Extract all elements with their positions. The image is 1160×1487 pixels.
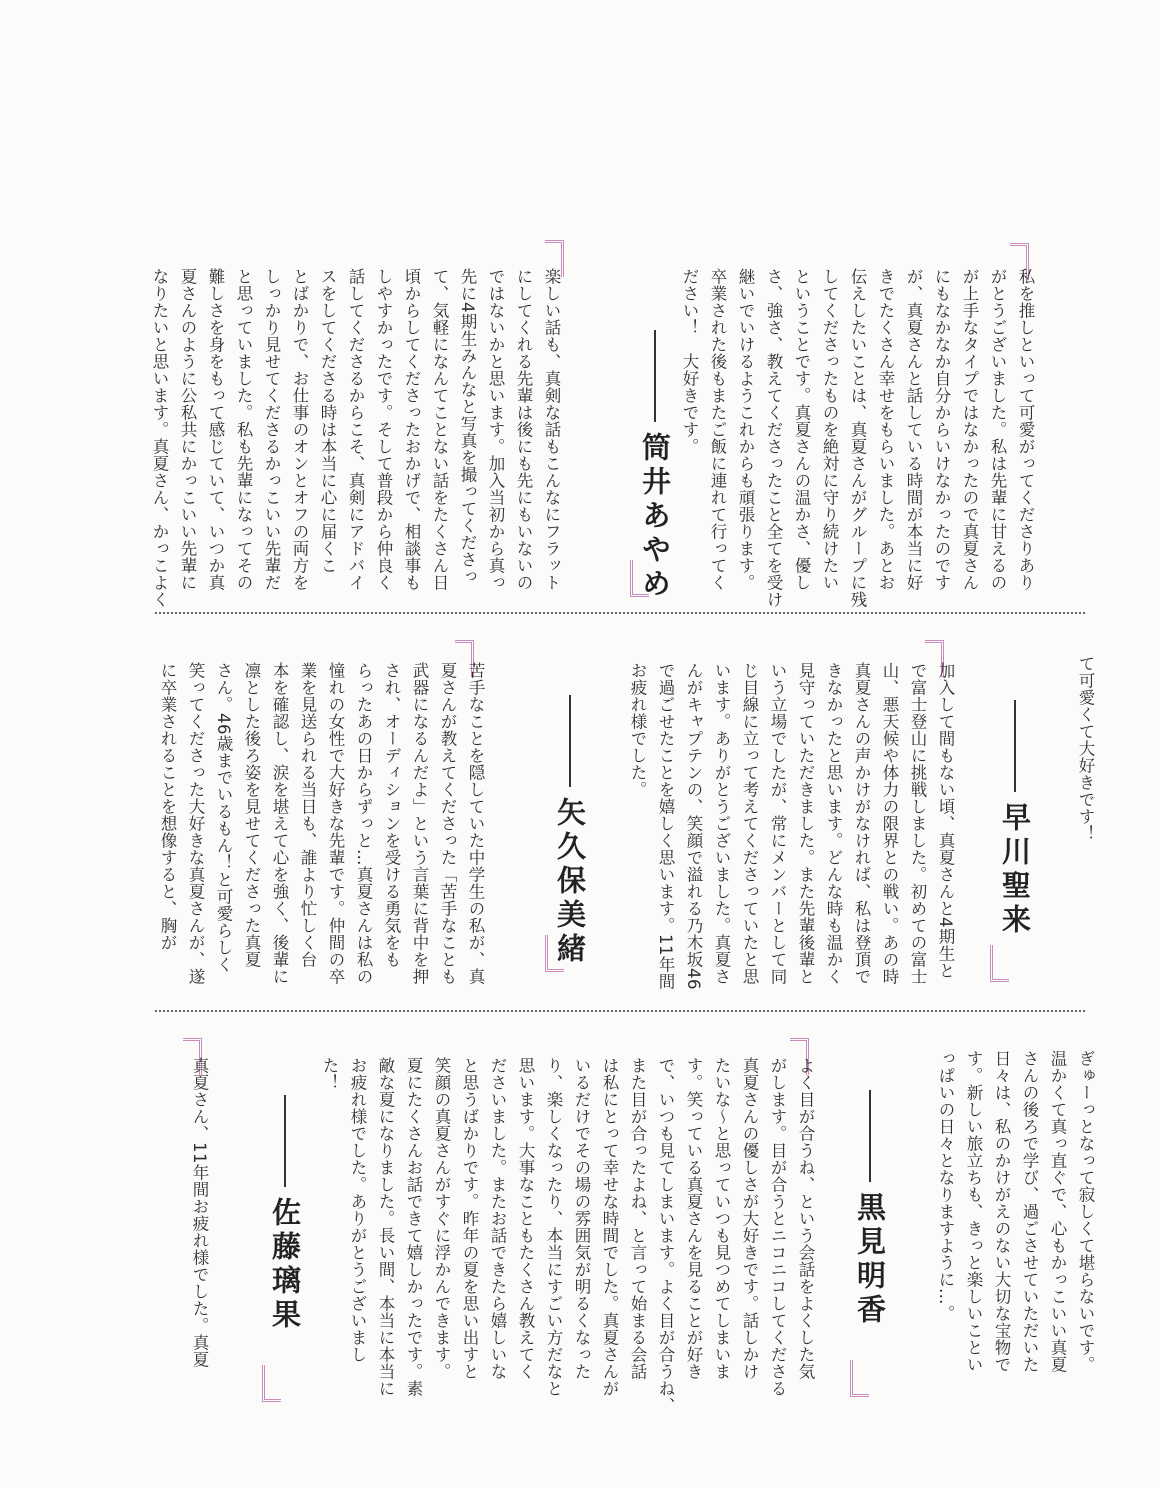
text-line: す。新しい旅立ちも、きっと楽しいことい xyxy=(964,1050,983,1373)
text-line: らったあの日からずっと…真夏さんは私の xyxy=(354,662,373,985)
text-line: 夏さんが教えてくださった「苦手なことも xyxy=(438,662,457,985)
text-line: す。笑っている真夏さんを見ることが好き xyxy=(684,1057,703,1380)
text-line: なりたいと思います。真夏さん、かっこよく xyxy=(150,268,169,608)
text-line: た！ xyxy=(320,1057,339,1091)
text-line: 苦手なことを隠していた中学生の私が、真 xyxy=(466,662,485,985)
text-line: 伝えしたいことは、真夏さんがグループに残 xyxy=(848,268,867,608)
text-line: 頃からしてくださったおかげで、相談事も xyxy=(402,268,421,591)
text-line: が上手なタイプではなかったので真夏さん xyxy=(960,268,979,591)
text-line: 楽しい話も、真剣な話もこんなにフラット xyxy=(542,268,561,591)
text-line: て、気軽になんてことない話をたくさん日 xyxy=(430,268,449,591)
text-line: 武器になるんだよ」という言葉に背中を押 xyxy=(410,662,429,985)
text-line: と思っていました。私も先輩になってその xyxy=(234,268,253,591)
text-line: にしてくれる先輩は後にも先にもいないの xyxy=(514,268,533,591)
dash-line xyxy=(569,695,571,787)
text-line: が、真夏さんと話している時間が本当に好 xyxy=(904,268,923,591)
text-line: で、いつも見てしまいます。よく目が合うね、 xyxy=(656,1057,675,1414)
message-tsutsui xyxy=(675,268,1039,608)
text-line: は私にとって幸せな時間でした。真夏さんが xyxy=(600,1057,619,1397)
text-line: 卒業された後もまたご飯に連れて行ってく xyxy=(708,268,727,591)
author-name: 佐藤璃果 xyxy=(268,1197,302,1333)
close-bracket-icon xyxy=(262,1365,281,1402)
author-name-hayakawa xyxy=(998,700,1032,938)
message-next xyxy=(185,1057,213,1402)
dotted-divider xyxy=(155,612,1085,614)
text-line: きなかったと思います。どんな時も温かく xyxy=(824,662,843,985)
text-line: で過ごせたことを嬉しく思います。11年間 xyxy=(656,662,675,990)
text-line: と思うばかりです。昨年の夏を思い出すと xyxy=(460,1057,479,1380)
text-line: 日々は、私のかけがえのない大切な宝物で xyxy=(992,1050,1011,1373)
message-kuromi-part2 xyxy=(931,1050,1099,1390)
author-name-kuromi xyxy=(853,1090,887,1328)
message-hayakawa-part1 xyxy=(145,268,565,608)
text-line: いう立場でしたが、常にメンバーとして同 xyxy=(768,662,787,985)
text-line: 真夏さん、11年間お疲れ様でした。真夏 xyxy=(190,1057,209,1368)
author-name: 黒見明香 xyxy=(853,1192,887,1328)
text-line: 見守っていただきました。また先輩後輩と xyxy=(796,662,815,985)
message-kuromi-part1 xyxy=(153,662,489,1002)
text-line: がとうございました。私は先輩に甘えるの xyxy=(988,268,1007,591)
author-name-sato xyxy=(268,1095,302,1333)
author-name: 矢久保美緒 xyxy=(553,797,587,967)
text-line: お疲れ様でした。ありがとうございまし xyxy=(348,1057,367,1363)
text-line: がします。目が合うとニコニコしてくださる xyxy=(768,1057,787,1397)
author-name: 早川聖来 xyxy=(998,802,1032,938)
text-line: います。ありがとうございました。真夏さ xyxy=(712,662,731,985)
text-line: 継いでいけるようこれからも頑張ります。 xyxy=(736,268,755,591)
text-line: に卒業されることを想像すると、胸が xyxy=(158,662,177,951)
text-line: スをしてくださる時は本当に心に届くこ xyxy=(318,268,337,574)
text-line: 夏にたくさんお話できて嬉しかったです。素 xyxy=(404,1057,423,1397)
text-line: 思います。大事なこともたくさん教えてく xyxy=(516,1057,535,1380)
text-line: 夏さんのように公私共にかっこいい先輩に xyxy=(178,268,197,591)
text-line: しやすかったです。そして普段から仲良く xyxy=(374,268,393,591)
text-line: 憧れの女性で大好きな先輩です。仲間の卒 xyxy=(326,662,345,985)
text-line: とばかりで、お仕事のオンとオフの両方を xyxy=(290,268,309,591)
close-bracket-icon xyxy=(990,945,1009,982)
text-line: にもなかなか自分からいけなかったのです xyxy=(932,268,951,591)
text-line: さんの後ろで学び、過ごさせていただいた xyxy=(1020,1050,1039,1373)
close-bracket-icon xyxy=(850,1360,869,1397)
text-line: っぱいの日々となりますように…。 xyxy=(936,1050,955,1322)
text-line: してくださったものを絶対に守り続けたい xyxy=(820,268,839,591)
text-line: て可愛くて大好きです！ xyxy=(1076,655,1095,842)
close-bracket-icon xyxy=(630,560,649,597)
dash-line xyxy=(284,1095,286,1187)
text-line: 加入して間もない頃、真夏さんと4期生と xyxy=(936,662,955,979)
text-line: り、楽しくなったり、本当にすごい方だなと xyxy=(544,1057,563,1397)
text-line: され、オーディションを受ける勇気をも xyxy=(382,662,401,968)
text-line: 敵な夏になりました。長い間、本当に本当に xyxy=(376,1057,395,1397)
text-line: 笑顔の真夏さんがすぐに浮かんできます。 xyxy=(432,1057,451,1380)
text-line: 私を推しといって可愛がってくださりあり xyxy=(1016,268,1035,591)
author-name: 筒井あやめ xyxy=(638,432,672,602)
text-line: んがキャプテンの、笑顔で溢れる乃木坂46 xyxy=(684,662,703,990)
text-line: 真夏さんの声かけがなければ、私は登頂で xyxy=(852,662,871,985)
dotted-divider xyxy=(155,1010,1085,1012)
text-line: よく目が合うね、という会話をよくした気 xyxy=(796,1057,815,1380)
text-line: 話してくださるからこそ、真剣にアドバイ xyxy=(346,268,365,591)
text-line: また目が合ったよね、と言って始まる会話 xyxy=(628,1057,647,1380)
text-line: きでたくさん幸せをもらいました。あとお xyxy=(876,268,895,591)
text-line: じ目線に立って考えてくださっていたと思 xyxy=(740,662,759,985)
dash-line xyxy=(1014,700,1016,792)
text-line: 先に4期生みんなと写真を撮ってくださっ xyxy=(458,268,477,585)
text-line: ださいました。またお話できたら嬉しいな xyxy=(488,1057,507,1380)
text-line: 温かくて真っ直ぐで、心もかっこいい真夏 xyxy=(1048,1050,1067,1373)
text-line: しっかり見せてくださるかっこいい先輩だ xyxy=(262,268,281,591)
text-line: 山、悪天候や体力の限界との戦い。あの時 xyxy=(880,662,899,985)
text-line: ということです。真夏さんの温かさ、優し xyxy=(792,268,811,591)
message-hayakawa-part2 xyxy=(1071,655,1099,995)
author-name-yakubo xyxy=(553,695,587,967)
text-line: お疲れ様でした。 xyxy=(628,662,647,798)
text-line: いるだけでその場の雰囲気が明るくなった xyxy=(572,1057,591,1380)
text-line: で富士登山に挑戦しました。初めての富士 xyxy=(908,662,927,985)
text-line: たいな〜と思っていつも見つめてしまいま xyxy=(712,1057,731,1380)
text-line: 業を見送られる当日も、誰より忙しく台 xyxy=(298,662,317,968)
text-line: さん。46歳までいるもん！と可愛らしく xyxy=(214,662,233,973)
message-yakubo xyxy=(623,662,959,1002)
text-line: ださい！ 大好きです。 xyxy=(680,268,699,455)
text-line: 本を確認し、涙を堪えて心を強く、後輩に xyxy=(270,662,289,985)
text-line: 難しさを身をもって感じていて、いつか真 xyxy=(206,268,225,591)
message-sato xyxy=(315,1057,819,1414)
dash-line xyxy=(654,330,656,422)
text-line: 真夏さんの優しさが大好きです。話しかけ xyxy=(740,1057,759,1380)
close-bracket-icon xyxy=(545,935,564,972)
text-line: 凛とした後ろ姿を見せてくださった真夏 xyxy=(242,662,261,968)
dash-line xyxy=(869,1090,871,1182)
text-line: ぎゅーっとなって寂しくて堪らないです。 xyxy=(1076,1050,1095,1373)
text-line: 笑ってくださった大好きな真夏さんが、遂 xyxy=(186,662,205,985)
text-line: ではないかと思います。加入当初から真っ xyxy=(486,268,505,591)
text-line: さ、強さ、教えてくださったこと全てを受け xyxy=(764,268,783,608)
